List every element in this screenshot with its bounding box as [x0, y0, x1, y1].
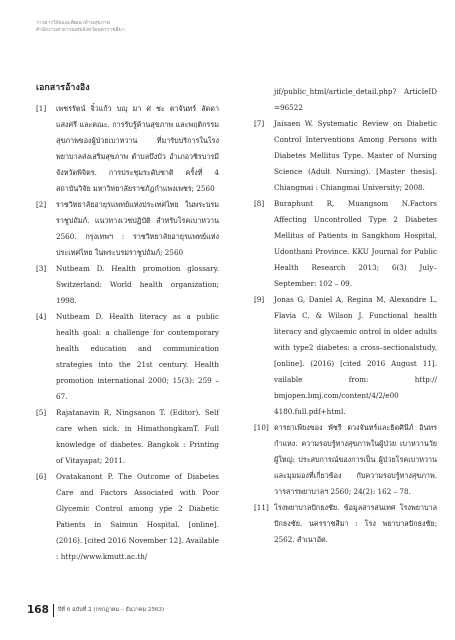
reference-item — [36, 469, 219, 565]
journal-header — [36, 20, 125, 34]
left-column — [36, 80, 219, 565]
reference-text: Nutbeam D. Health literacy as a public health goal: a challenge for contemporary health education and communication strategies into the 21st century. Health promotion international 2000; 15(3): 259 – 67. — [56, 312, 219, 401]
page-footer — [27, 603, 164, 617]
reference-text: โรงพยาบาลปักธงชัย. ข้อมูลสารสนเทศ โรงพยาบาลปักธงชัย. นครราชสีมา : โรง พยาบาลปักธงชัย; 2562. สำเนาอัด. — [274, 503, 437, 544]
reference-text: ดารยาเพียงของ พัชรี ดวงจันทร์และธิดศินีภ์ อินทรกำแหง. ความรอบรู้ทางสุขภาพในผู้ป่วย เบาหวานวัยผู้ใหญ่: ประสบการณ์ของการเป็น ผู้ป่วยโรคเบาหวานและมุมมองที่เกี่ยวข้อง กับความรอบรู้ทางสุขภาพ. วารสารพยาบาลฯ 2560; 24(2): 162 – 78. — [274, 423, 437, 496]
reference-item — [254, 420, 437, 500]
reference-number: [1] — [36, 104, 47, 113]
reference-text: Jaisaen W. Systematic Review on Diabetic Control Interventions Among Persons with Diabetes Mellitus Type. Master of Nursing Science (Adult Nursing). [Master thesis]. Chiangmai : Chiangmai University; 2008. — [274, 119, 437, 192]
reference-item — [254, 292, 437, 420]
reference-text: ราชวิทยาลัยอายุรแพทย์แห่งประเทศไทย ในพระบรมราชูปถัมภ์. แนวทางเวชปฏิบัติ สำหรับโรคเบาหวาน 2560. กรุงเทพฯ : ราชวิทยาลัยอายุรแพทย์แห่งประเทศไทย ในพระบรมราชูปถัมภ์; 2560 — [56, 200, 219, 257]
reference-number: [5] — [36, 408, 47, 417]
issue-info: ปีที่ 6 ฉบับที่ 2 (กรกฎาคม – ธันวาคม 2563) — [57, 607, 164, 613]
reference-number: [2] — [36, 200, 47, 209]
reference-number: [11] — [254, 503, 269, 512]
reference-number: [9] — [254, 295, 265, 304]
reference-item — [254, 196, 437, 292]
reference-text: Ovatakanont P. The Outcome of Diabetes Care and Factors Associated with Poor Glycemic Control among ype 2 Diabetic Patients in Saimun Hospital. [online]. (2016). [cited 2016 November 12]. Available : http://www.kmutt.ac.th/ — [56, 472, 219, 561]
reference-item — [36, 101, 219, 197]
page-number: 168 — [27, 604, 49, 616]
footer-divider — [53, 604, 54, 617]
reference-number: [7] — [254, 119, 265, 128]
reference-number: [6] — [36, 472, 47, 481]
reference-item — [36, 261, 219, 309]
references-heading: เอกสารอ้างอิง — [36, 83, 90, 93]
reference-item — [36, 309, 219, 405]
reference-text: Buraphunt R, Muangsom N.Factors Affecting Uncontrolled Type 2 Diabetes Mellitus of Patients in Sangkhom Hospital, Udonthani Province. KKU Journal for Public Health Research 2013; 6(3) July–September: 102 – 09. — [274, 199, 437, 288]
reference-continuation: jif/public_html/article_detail.php? ArticleID =96522 — [274, 87, 437, 112]
reference-number: [4] — [36, 312, 47, 321]
right-column — [254, 84, 437, 548]
journal-name: วารสารวิจัยและพัฒนาด้านสุขภาพ — [36, 20, 110, 26]
reference-number: [3] — [36, 264, 47, 273]
reference-item — [254, 500, 437, 548]
reference-item — [36, 405, 219, 469]
reference-item — [254, 116, 437, 196]
reference-item — [36, 197, 219, 261]
reference-number: [8] — [254, 199, 265, 208]
reference-text: Nutbeam D. Health promotion glossary. Switzerland: World health organization; 1998. — [56, 264, 219, 305]
reference-text: เพชรรัตน์ จิ๋วแก้ว บญุ มา ศ ชะ ตาจันทร์ ลัดดา แสงศรี และคณะ. การรับรู้ด้านสุขภาพ และพฤติกรรมสุขภาพของผู้ป่วยเบาหวาน ที่มารับบริการในโรงพยาบาลส่งเสริมสุขภาพ ตำบลบึงบัว อำเภอวชิรบารมี จังหวัดพิจิตร. การประชุมระดับชาติ ครั้งที่ 4 สถาบันวิจัย มหาวิทยาลัยราชภัฏกำแพงเพชร; 2560 — [56, 104, 219, 193]
reference-text: Rajatanavin R, Ningsanon T. (Editor). Self care when sick. in HimathongkamT. Full knowledge of diabetes. Bangkok : Printing of Vitayapat; 2011. — [56, 408, 219, 465]
reference-number: [10] — [254, 423, 269, 432]
reference-text: Jonas G, Daniel A, Regina M, Alexandre L, Flavia C, & Wilson J. Functional health literacy and glycaemic ontrol in older adults with type2 diabetes: a cross–sectionalstudy, [online]. (2016) [cited 2016 August 11]. vailable from: http:// bmjopen.bmj.com/content/4/2/e00 4180.full.pdf+html. — [274, 295, 437, 416]
publisher-name: สำนักงานสาธารณสุขจังหวัดนครราชสีมา — [36, 27, 125, 33]
